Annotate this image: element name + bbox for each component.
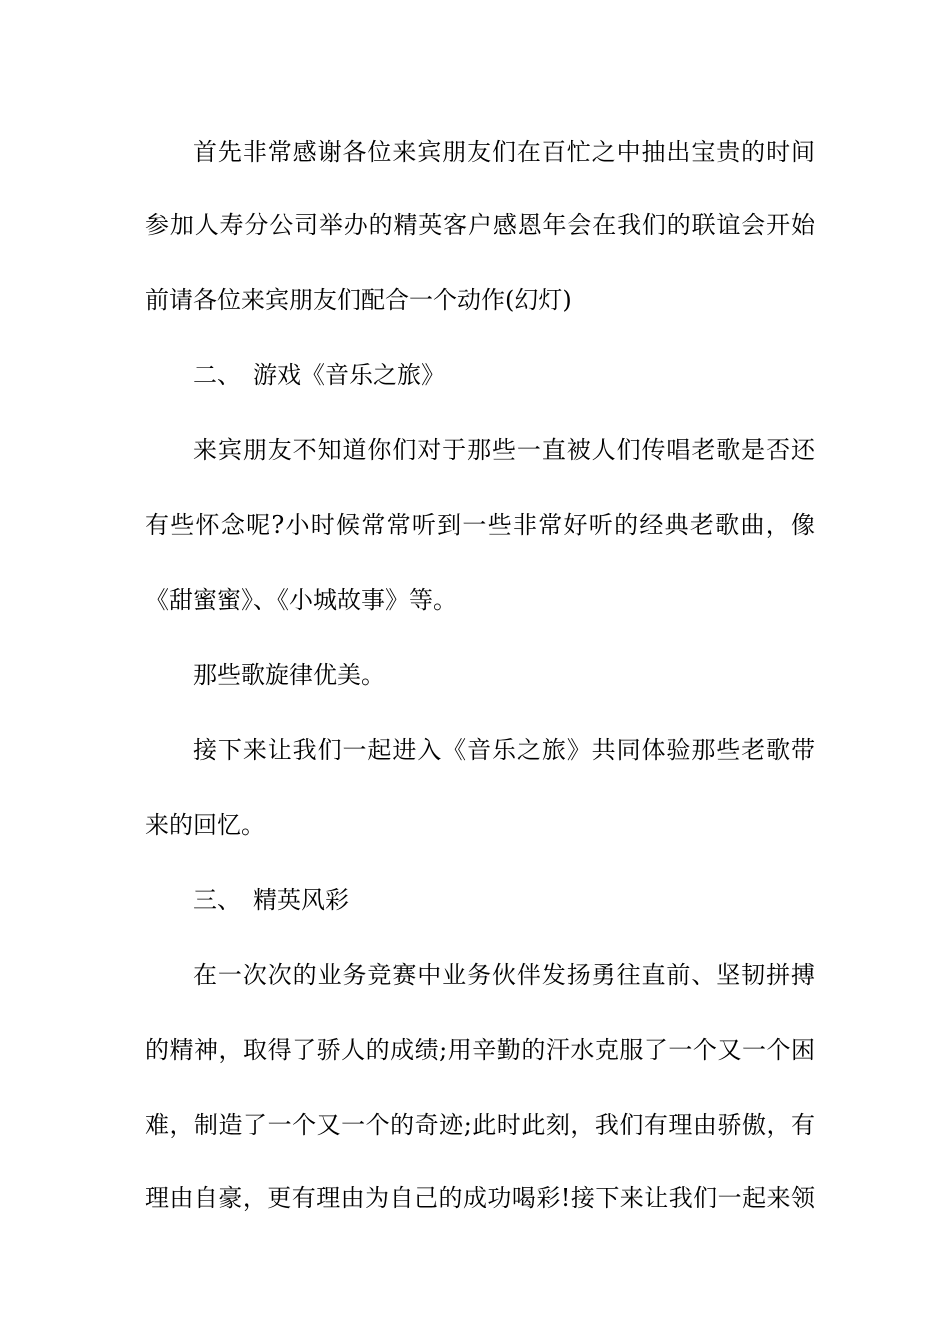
paragraph-line: 参加人寿分公司举办的精英客户感恩年会在我们的联谊会开始 <box>145 211 815 239</box>
paragraph-line: 那些歌旋律优美。 <box>193 661 385 689</box>
paragraph-line: 《甜蜜蜜》、《小城故事》等。 <box>145 586 457 614</box>
paragraph-line: 有些怀念呢?小时候常常听到一些非常好听的经典老歌曲，像 <box>145 511 815 539</box>
section-heading <box>193 880 815 920</box>
section-number: 二、 <box>193 361 241 389</box>
section-heading <box>193 355 815 395</box>
paragraph-line: 来宾朋友不知道你们对于那些一直被人们传唱老歌是否还 <box>193 436 815 464</box>
section-number: 三、 <box>193 886 241 914</box>
paragraph-line: 接下来让我们一起进入《音乐之旅》共同体验那些老歌带 <box>193 736 815 764</box>
paragraph-line: 在一次次的业务竞赛中业务伙伴发扬勇往直前、坚韧拼搏 <box>193 961 815 989</box>
section-title: 精英风彩 <box>253 886 349 914</box>
section-title: 游戏《音乐之旅》 <box>253 361 445 389</box>
paragraph-line: 的精神，取得了骄人的成绩;用辛勤的汗水克服了一个又一个困 <box>145 1036 815 1064</box>
paragraph-line: 难，制造了一个又一个的奇迹;此时此刻，我们有理由骄傲，有 <box>145 1111 815 1139</box>
paragraph-line: 来的回忆。 <box>145 811 265 839</box>
paragraph-line: 首先非常感谢各位来宾朋友们在百忙之中抽出宝贵的时间 <box>193 138 815 166</box>
paragraph-line: 理由自豪，更有理由为自己的成功喝彩!接下来让我们一起来领 <box>145 1184 815 1212</box>
paragraph-line: 前请各位来宾朋友们配合一个动作(幻灯) <box>145 286 572 314</box>
